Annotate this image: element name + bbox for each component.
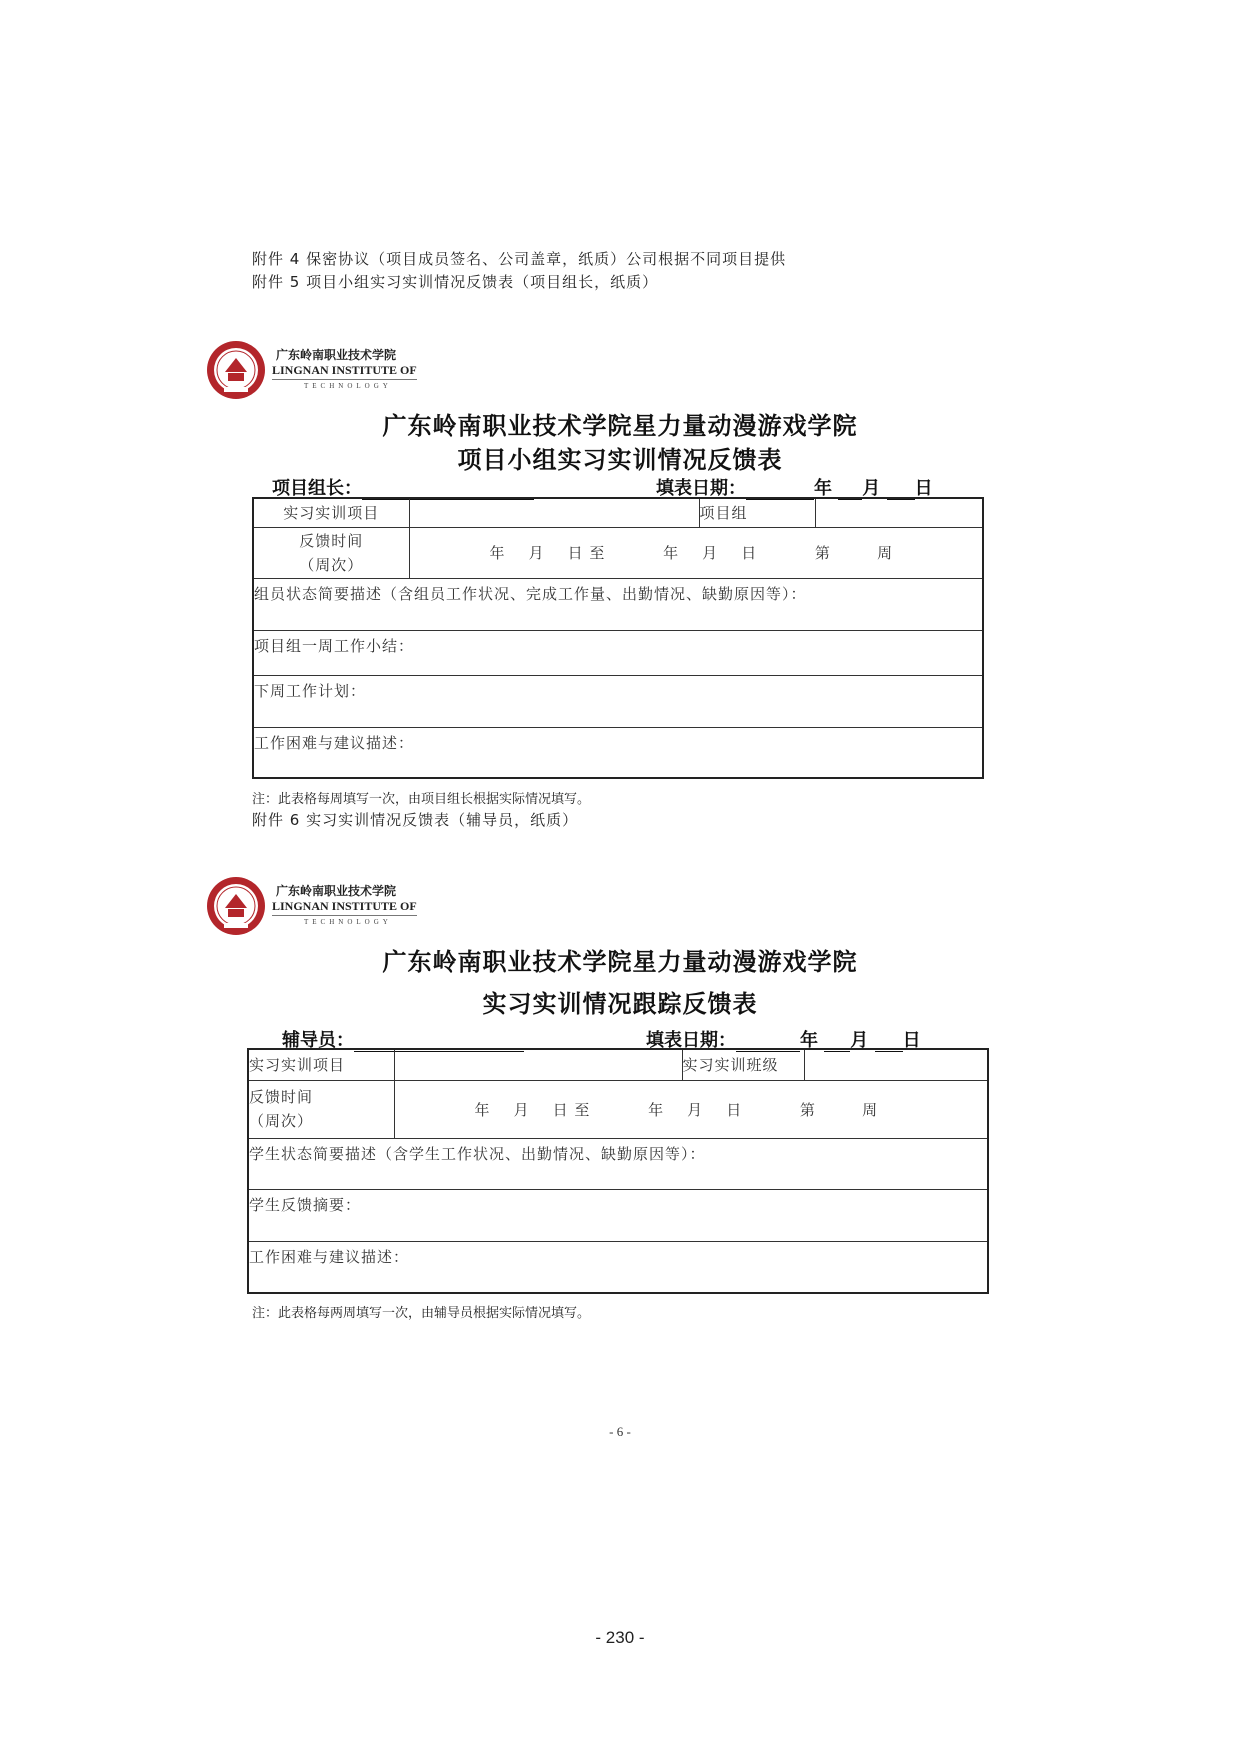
form1-row-feedback-time bbox=[253, 527, 983, 578]
form2-difficulties-field[interactable]: 工作困难与建议描述： bbox=[248, 1241, 988, 1293]
form1-year-label: 年 bbox=[814, 478, 832, 499]
form2-project-label: 实习实训项目 bbox=[248, 1049, 394, 1080]
form2-row-feedback-time bbox=[248, 1080, 988, 1138]
form2-month-label: 月 bbox=[850, 1030, 869, 1051]
form2-year-label: 年 bbox=[800, 1030, 818, 1051]
form1-feedback-time-label-a: 反馈时间 bbox=[299, 531, 364, 550]
form1-table bbox=[252, 497, 984, 779]
form2-table bbox=[247, 1048, 989, 1294]
form2-row-student-feedback bbox=[248, 1189, 988, 1241]
form1-feedback-time-field[interactable] bbox=[409, 527, 983, 578]
form1-next-plan-field[interactable]: 下周工作计划： bbox=[253, 675, 983, 727]
form2-row-difficulties bbox=[248, 1241, 988, 1293]
form1-date-range-text: 年 月 日 至 年 月 日 第 周 bbox=[489, 544, 894, 562]
form1-difficulties-field[interactable]: 工作困难与建议描述： bbox=[253, 727, 983, 778]
logo-english-name: LINGNAN INSTITUTE OF bbox=[272, 899, 417, 916]
form1-weekly-summary-field[interactable]: 项目组一周工作小结： bbox=[253, 630, 983, 675]
form2-project-field[interactable] bbox=[394, 1049, 682, 1080]
form2-feedback-time-field[interactable] bbox=[394, 1080, 988, 1138]
logo-english-sub: TECHNOLOGY bbox=[304, 382, 392, 390]
logo-chinese-name: 广东岭南职业技术学院 bbox=[276, 884, 397, 898]
form2-day-label: 日 bbox=[902, 1030, 921, 1051]
form2-student-status-field[interactable]: 学生状态简要描述（含学生工作状况、出勤情况、缺勤原因等）： bbox=[248, 1138, 988, 1189]
form1-row-next-plan bbox=[253, 675, 983, 727]
outer-page-number: - 230 - bbox=[595, 1628, 645, 1647]
form2-student-feedback-field[interactable]: 学生反馈摘要： bbox=[248, 1189, 988, 1241]
logo-english-sub: TECHNOLOGY bbox=[304, 918, 392, 926]
institute-logo bbox=[206, 340, 446, 404]
form1-feedback-time-label bbox=[253, 527, 409, 578]
form2-date-label: 填表日期： bbox=[646, 1030, 736, 1051]
form1-row-project bbox=[253, 498, 983, 527]
institute-seal-icon bbox=[206, 876, 266, 936]
form1-leader-label: 项目组长： bbox=[272, 478, 362, 499]
form1-group-label: 项目组 bbox=[699, 498, 815, 527]
form1-group-field[interactable] bbox=[815, 498, 983, 527]
form1-date-label: 填表日期： bbox=[656, 478, 746, 499]
form1-title-line2: 项目小组实习实训情况反馈表 bbox=[457, 446, 783, 474]
form1-day-label: 日 bbox=[914, 478, 933, 499]
form1-member-status-field[interactable]: 组员状态简要描述（含组员工作状况、完成工作量、出勤情况、缺勤原因等）： bbox=[253, 578, 983, 630]
form2-feedback-time-label-b: （周次） bbox=[249, 1112, 314, 1130]
form2-class-label: 实习实训班级 bbox=[682, 1049, 804, 1080]
form1-month-label: 月 bbox=[862, 478, 881, 499]
form2-feedback-time-label-a: 反馈时间 bbox=[249, 1088, 314, 1106]
form2-row-student-status bbox=[248, 1138, 988, 1189]
form1-project-label: 实习实训项目 bbox=[253, 498, 409, 527]
institute-logo-2 bbox=[206, 876, 446, 940]
form1-project-field[interactable] bbox=[409, 498, 699, 527]
attachment-4-line: 附件 4 保密协议（项目成员签名、公司盖章，纸质）公司根据不同项目提供 bbox=[252, 250, 787, 268]
logo-chinese-name: 广东岭南职业技术学院 bbox=[276, 348, 397, 362]
attachment-5-line: 附件 5 项目小组实习实训情况反馈表（项目组长，纸质） bbox=[252, 273, 659, 291]
form2-class-field[interactable] bbox=[804, 1049, 988, 1080]
form2-feedback-time-label bbox=[248, 1080, 394, 1138]
form1-title-line1: 广东岭南职业技术学院星力量动漫游戏学院 bbox=[382, 412, 858, 440]
inner-page-number: - 6 - bbox=[609, 1424, 631, 1439]
attachment-6-line: 附件 6 实习实训情况反馈表（辅导员，纸质） bbox=[252, 811, 579, 829]
form2-title-line1: 广东岭南职业技术学院星力量动漫游戏学院 bbox=[382, 948, 858, 976]
form2-date-range-text: 年 月 日 至 年 月 日 第 周 bbox=[474, 1100, 879, 1119]
form1-row-member-status bbox=[253, 578, 983, 630]
logo-english-name: LINGNAN INSTITUTE OF bbox=[272, 363, 417, 380]
form2-title-line2: 实习实训情况跟踪反馈表 bbox=[482, 990, 758, 1018]
form2-row-project bbox=[248, 1049, 988, 1080]
form1-note: 注：此表格每周填写一次，由项目组长根据实际情况填写。 bbox=[252, 792, 591, 807]
form2-note: 注：此表格每两周填写一次，由辅导员根据实际情况填写。 bbox=[252, 1306, 591, 1321]
form2-counselor-label: 辅导员： bbox=[282, 1030, 354, 1051]
form1-row-difficulties bbox=[253, 727, 983, 778]
form1-row-weekly-summary bbox=[253, 630, 983, 675]
institute-seal-icon bbox=[206, 340, 266, 400]
form1-feedback-time-label-b: （周次） bbox=[299, 555, 364, 574]
